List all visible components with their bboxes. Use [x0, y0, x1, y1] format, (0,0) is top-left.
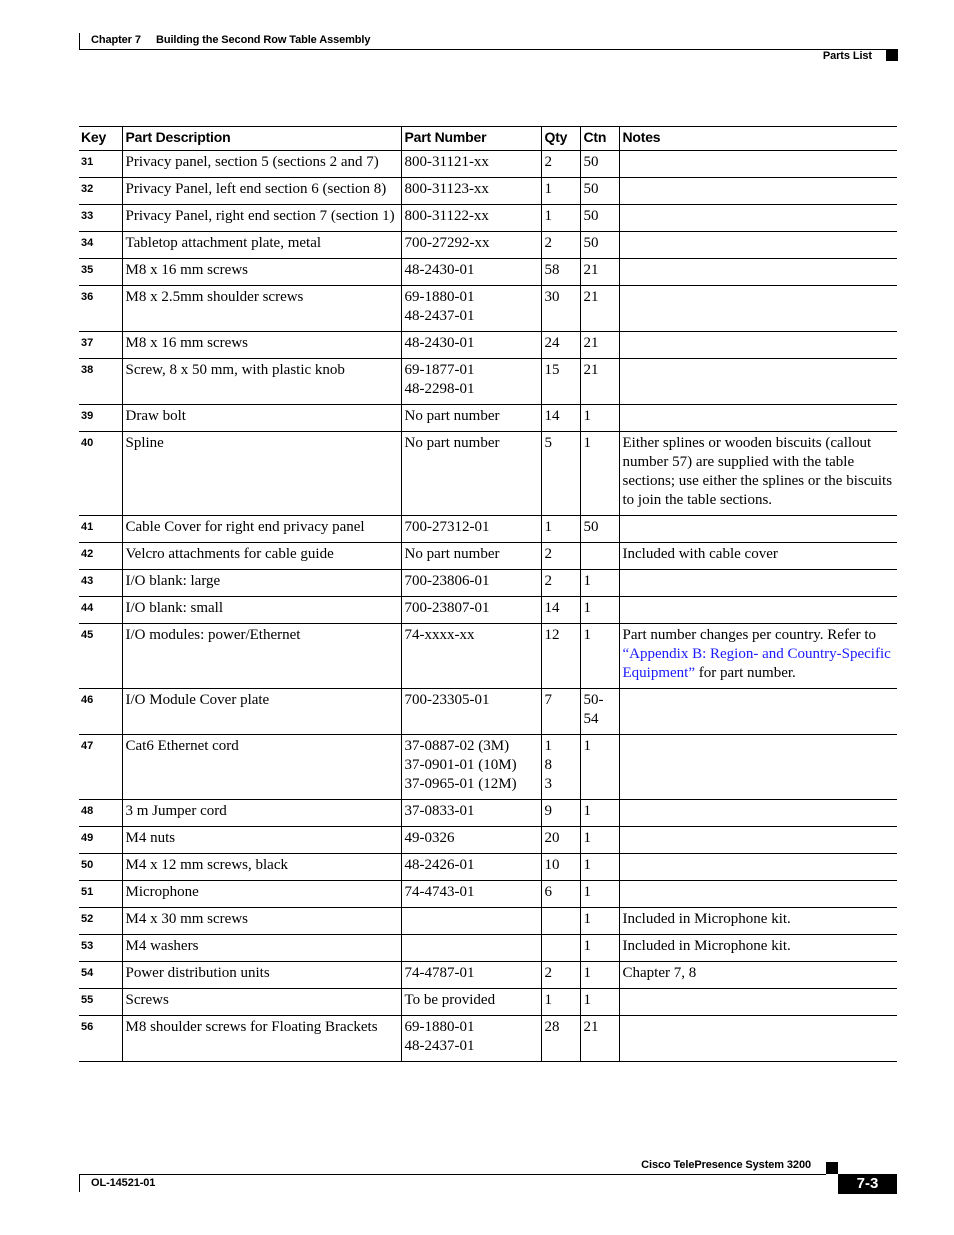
cell-notes: [619, 881, 897, 908]
cell-part-description: Screw, 8 x 50 mm, with plastic knob: [122, 359, 401, 405]
cell-notes: [619, 259, 897, 286]
cell-notes: [619, 359, 897, 405]
cell-key: 35: [79, 259, 122, 286]
cell-qty: 6: [541, 881, 580, 908]
cell-notes: [619, 689, 897, 735]
cell-notes: [619, 516, 897, 543]
cell-key: 38: [79, 359, 122, 405]
cell-key: 53: [79, 935, 122, 962]
cell-part-number: 74-4743-01: [401, 881, 541, 908]
cell-notes: [619, 286, 897, 332]
cell-key: 44: [79, 597, 122, 624]
cell-key: 52: [79, 908, 122, 935]
cell-qty: 2: [541, 232, 580, 259]
cell-ctn: 1: [580, 570, 619, 597]
cell-part-description: I/O modules: power/Ethernet: [122, 624, 401, 689]
cell-part-number: No part number: [401, 432, 541, 516]
cell-ctn: 1: [580, 735, 619, 800]
cell-notes: [619, 151, 897, 178]
cell-part-number: 48-2426-01: [401, 854, 541, 881]
cell-qty: 58: [541, 259, 580, 286]
cell-ctn: 50: [580, 205, 619, 232]
table-row: [79, 516, 897, 543]
cell-notes: [619, 597, 897, 624]
cell-key: 56: [79, 1016, 122, 1062]
doc-number: OL-14521-01: [91, 1177, 156, 1189]
cell-part-number: [401, 908, 541, 935]
cell-ctn: 21: [580, 1016, 619, 1062]
cell-qty: 1: [541, 205, 580, 232]
cell-part-description: M8 x 16 mm screws: [122, 332, 401, 359]
cell-part-number: 48-2430-01: [401, 332, 541, 359]
cell-ctn: 50: [580, 232, 619, 259]
cell-part-number: 700-27292-xx: [401, 232, 541, 259]
cell-notes: Included in Microphone kit.: [619, 908, 897, 935]
cell-part-number: 74-4787-01: [401, 962, 541, 989]
cell-part-number: 800-31121-xx: [401, 151, 541, 178]
cell-notes: [619, 735, 897, 800]
col-part-number: Part Number: [401, 127, 541, 151]
table-row: [79, 151, 897, 178]
cell-notes: [619, 827, 897, 854]
cell-part-number: 48-2430-01: [401, 259, 541, 286]
table-row: [79, 286, 897, 332]
cell-part-description: 3 m Jumper cord: [122, 800, 401, 827]
cell-notes: [619, 800, 897, 827]
table-row: [79, 432, 897, 516]
col-notes: Notes: [619, 127, 897, 151]
cell-ctn: 21: [580, 332, 619, 359]
parts-table: [79, 126, 897, 1062]
cell-qty: [541, 935, 580, 962]
cell-qty: 7: [541, 689, 580, 735]
cell-part-description: Velcro attachments for cable guide: [122, 543, 401, 570]
cell-notes: [619, 989, 897, 1016]
table-row: [79, 935, 897, 962]
table-row: [79, 800, 897, 827]
cell-qty: 5: [541, 432, 580, 516]
table-row: [79, 689, 897, 735]
cell-ctn: 1: [580, 881, 619, 908]
table-row: [79, 543, 897, 570]
cell-qty: 9: [541, 800, 580, 827]
cell-part-description: M8 shoulder screws for Floating Brackets: [122, 1016, 401, 1062]
cell-part-description: Privacy panel, section 5 (sections 2 and 7): [122, 151, 401, 178]
cell-part-number: No part number: [401, 543, 541, 570]
chapter-title: Building the Second Row Table Assembly: [156, 34, 371, 46]
cell-ctn: 1: [580, 597, 619, 624]
cell-notes: Chapter 7, 8: [619, 962, 897, 989]
table-row: [79, 854, 897, 881]
cell-qty: 2: [541, 570, 580, 597]
cell-key: 41: [79, 516, 122, 543]
cell-part-description: M4 nuts: [122, 827, 401, 854]
cell-part-number: To be provided: [401, 989, 541, 1016]
cell-key: 36: [79, 286, 122, 332]
cell-qty: 14: [541, 405, 580, 432]
cell-ctn: 1: [580, 405, 619, 432]
cell-key: 48: [79, 800, 122, 827]
cell-notes: [619, 332, 897, 359]
cell-ctn: 1: [580, 800, 619, 827]
table-header-row: [79, 127, 897, 151]
cell-key: 32: [79, 178, 122, 205]
cell-part-number: 69-1877-01 48-2298-01: [401, 359, 541, 405]
table-row: [79, 1016, 897, 1062]
cell-notes: [619, 1016, 897, 1062]
cell-ctn: 1: [580, 935, 619, 962]
cell-key: 39: [79, 405, 122, 432]
cell-part-description: M4 x 30 mm screws: [122, 908, 401, 935]
cell-qty: 20: [541, 827, 580, 854]
notes-text: for part number.: [694, 665, 796, 681]
cell-key: 40: [79, 432, 122, 516]
table-row: [79, 735, 897, 800]
cell-part-description: Cat6 Ethernet cord: [122, 735, 401, 800]
cell-part-description: M4 x 12 mm screws, black: [122, 854, 401, 881]
cell-notes: [619, 570, 897, 597]
cell-qty: 1: [541, 516, 580, 543]
cell-qty: 1: [541, 178, 580, 205]
cell-notes: [619, 232, 897, 259]
header-marker: [886, 50, 898, 61]
cell-part-description: Draw bolt: [122, 405, 401, 432]
cell-part-description: I/O blank: large: [122, 570, 401, 597]
cell-part-number: 700-27312-01: [401, 516, 541, 543]
cell-qty: 2: [541, 543, 580, 570]
cell-notes: [619, 205, 897, 232]
table-row: [79, 908, 897, 935]
table-row: [79, 232, 897, 259]
cell-part-description: M4 washers: [122, 935, 401, 962]
cell-part-number: 69-1880-01 48-2437-01: [401, 1016, 541, 1062]
cell-part-number: 700-23305-01: [401, 689, 541, 735]
cell-part-description: Tabletop attachment plate, metal: [122, 232, 401, 259]
table-row: [79, 597, 897, 624]
table-row: [79, 178, 897, 205]
cell-notes: Included with cable cover: [619, 543, 897, 570]
cell-key: 55: [79, 989, 122, 1016]
cell-part-description: Screws: [122, 989, 401, 1016]
page-number: 7-3: [838, 1174, 897, 1194]
cell-notes: Included in Microphone kit.: [619, 935, 897, 962]
table-row: [79, 405, 897, 432]
cell-ctn: 1: [580, 624, 619, 689]
cell-qty: 10: [541, 854, 580, 881]
col-part-description: Part Description: [122, 127, 401, 151]
cell-part-number: 800-31122-xx: [401, 205, 541, 232]
table-row: [79, 570, 897, 597]
cell-notes: [619, 405, 897, 432]
footer-rule: [79, 1174, 826, 1192]
cell-part-description: Microphone: [122, 881, 401, 908]
col-key: Key: [79, 127, 122, 151]
cell-key: 47: [79, 735, 122, 800]
cell-key: 37: [79, 332, 122, 359]
cell-ctn: 21: [580, 259, 619, 286]
cell-notes: Either splines or wooden biscuits (callout number 57) are supplied with the table sections; use either the splines or the biscuits to join the table sections.: [619, 432, 897, 516]
table-row: [79, 359, 897, 405]
cell-part-description: Spline: [122, 432, 401, 516]
cell-qty: 12: [541, 624, 580, 689]
table-row: [79, 962, 897, 989]
cell-qty: 30: [541, 286, 580, 332]
cell-part-description: I/O blank: small: [122, 597, 401, 624]
cell-key: 33: [79, 205, 122, 232]
cell-qty: 15: [541, 359, 580, 405]
cell-part-description: Privacy Panel, right end section 7 (section 1): [122, 205, 401, 232]
cell-key: 50: [79, 854, 122, 881]
table-row: [79, 827, 897, 854]
cell-qty: [541, 908, 580, 935]
cell-part-number: 49-0326: [401, 827, 541, 854]
cell-ctn: 1: [580, 854, 619, 881]
cell-key: 45: [79, 624, 122, 689]
cell-part-description: M8 x 2.5mm shoulder screws: [122, 286, 401, 332]
table-row: [79, 259, 897, 286]
notes-text: Part number changes per country. Refer to: [622, 627, 877, 643]
cell-part-description: Power distribution units: [122, 962, 401, 989]
cell-key: 31: [79, 151, 122, 178]
cell-part-number: 74-xxxx-xx: [401, 624, 541, 689]
table-row: [79, 624, 897, 689]
cell-qty: 1: [541, 989, 580, 1016]
table-body: [79, 151, 897, 1062]
cell-ctn: 50: [580, 178, 619, 205]
cell-ctn: 50: [580, 516, 619, 543]
cell-ctn: 50- 54: [580, 689, 619, 735]
cell-key: 34: [79, 232, 122, 259]
cell-part-description: Cable Cover for right end privacy panel: [122, 516, 401, 543]
cell-ctn: 1: [580, 432, 619, 516]
table-row: [79, 205, 897, 232]
table-row: [79, 881, 897, 908]
cell-qty: 14: [541, 597, 580, 624]
cell-part-number: [401, 935, 541, 962]
cell-part-description: M8 x 16 mm screws: [122, 259, 401, 286]
cell-key: 54: [79, 962, 122, 989]
cell-notes: [619, 854, 897, 881]
table-row: [79, 332, 897, 359]
cell-part-number: 800-31123-xx: [401, 178, 541, 205]
cell-notes: [619, 624, 897, 689]
cell-part-number: 37-0833-01: [401, 800, 541, 827]
cell-part-number: 700-23807-01: [401, 597, 541, 624]
cell-ctn: 21: [580, 359, 619, 405]
cell-part-description: I/O Module Cover plate: [122, 689, 401, 735]
cell-ctn: 1: [580, 827, 619, 854]
cell-part-number: 37-0887-02 (3M) 37-0901-01 (10M) 37-0965-01 (12M): [401, 735, 541, 800]
appendix-link[interactable]: “Appendix B: Region- and Country-Specific Equipment”: [622, 646, 891, 681]
cell-ctn: 1: [580, 989, 619, 1016]
chapter-label: Chapter 7: [91, 34, 141, 46]
cell-qty: 28: [541, 1016, 580, 1062]
cell-key: 43: [79, 570, 122, 597]
table-row: [79, 989, 897, 1016]
cell-notes: [619, 178, 897, 205]
cell-ctn: [580, 543, 619, 570]
cell-key: 42: [79, 543, 122, 570]
cell-ctn: 50: [580, 151, 619, 178]
col-qty: Qty: [541, 127, 580, 151]
cell-part-description: Privacy Panel, left end section 6 (section 8): [122, 178, 401, 205]
cell-qty: 1 8 3: [541, 735, 580, 800]
cell-part-number: No part number: [401, 405, 541, 432]
product-name: Cisco TelePresence System 3200: [641, 1159, 811, 1171]
cell-part-number: 69-1880-01 48-2437-01: [401, 286, 541, 332]
cell-ctn: 21: [580, 286, 619, 332]
cell-key: 46: [79, 689, 122, 735]
footer-marker: [826, 1162, 838, 1174]
cell-part-number: 700-23806-01: [401, 570, 541, 597]
cell-key: 49: [79, 827, 122, 854]
cell-qty: 2: [541, 151, 580, 178]
section-label: Parts List: [822, 50, 872, 62]
cell-ctn: 1: [580, 908, 619, 935]
col-ctn: Ctn: [580, 127, 619, 151]
cell-key: 51: [79, 881, 122, 908]
cell-ctn: 1: [580, 962, 619, 989]
cell-qty: 2: [541, 962, 580, 989]
cell-qty: 24: [541, 332, 580, 359]
